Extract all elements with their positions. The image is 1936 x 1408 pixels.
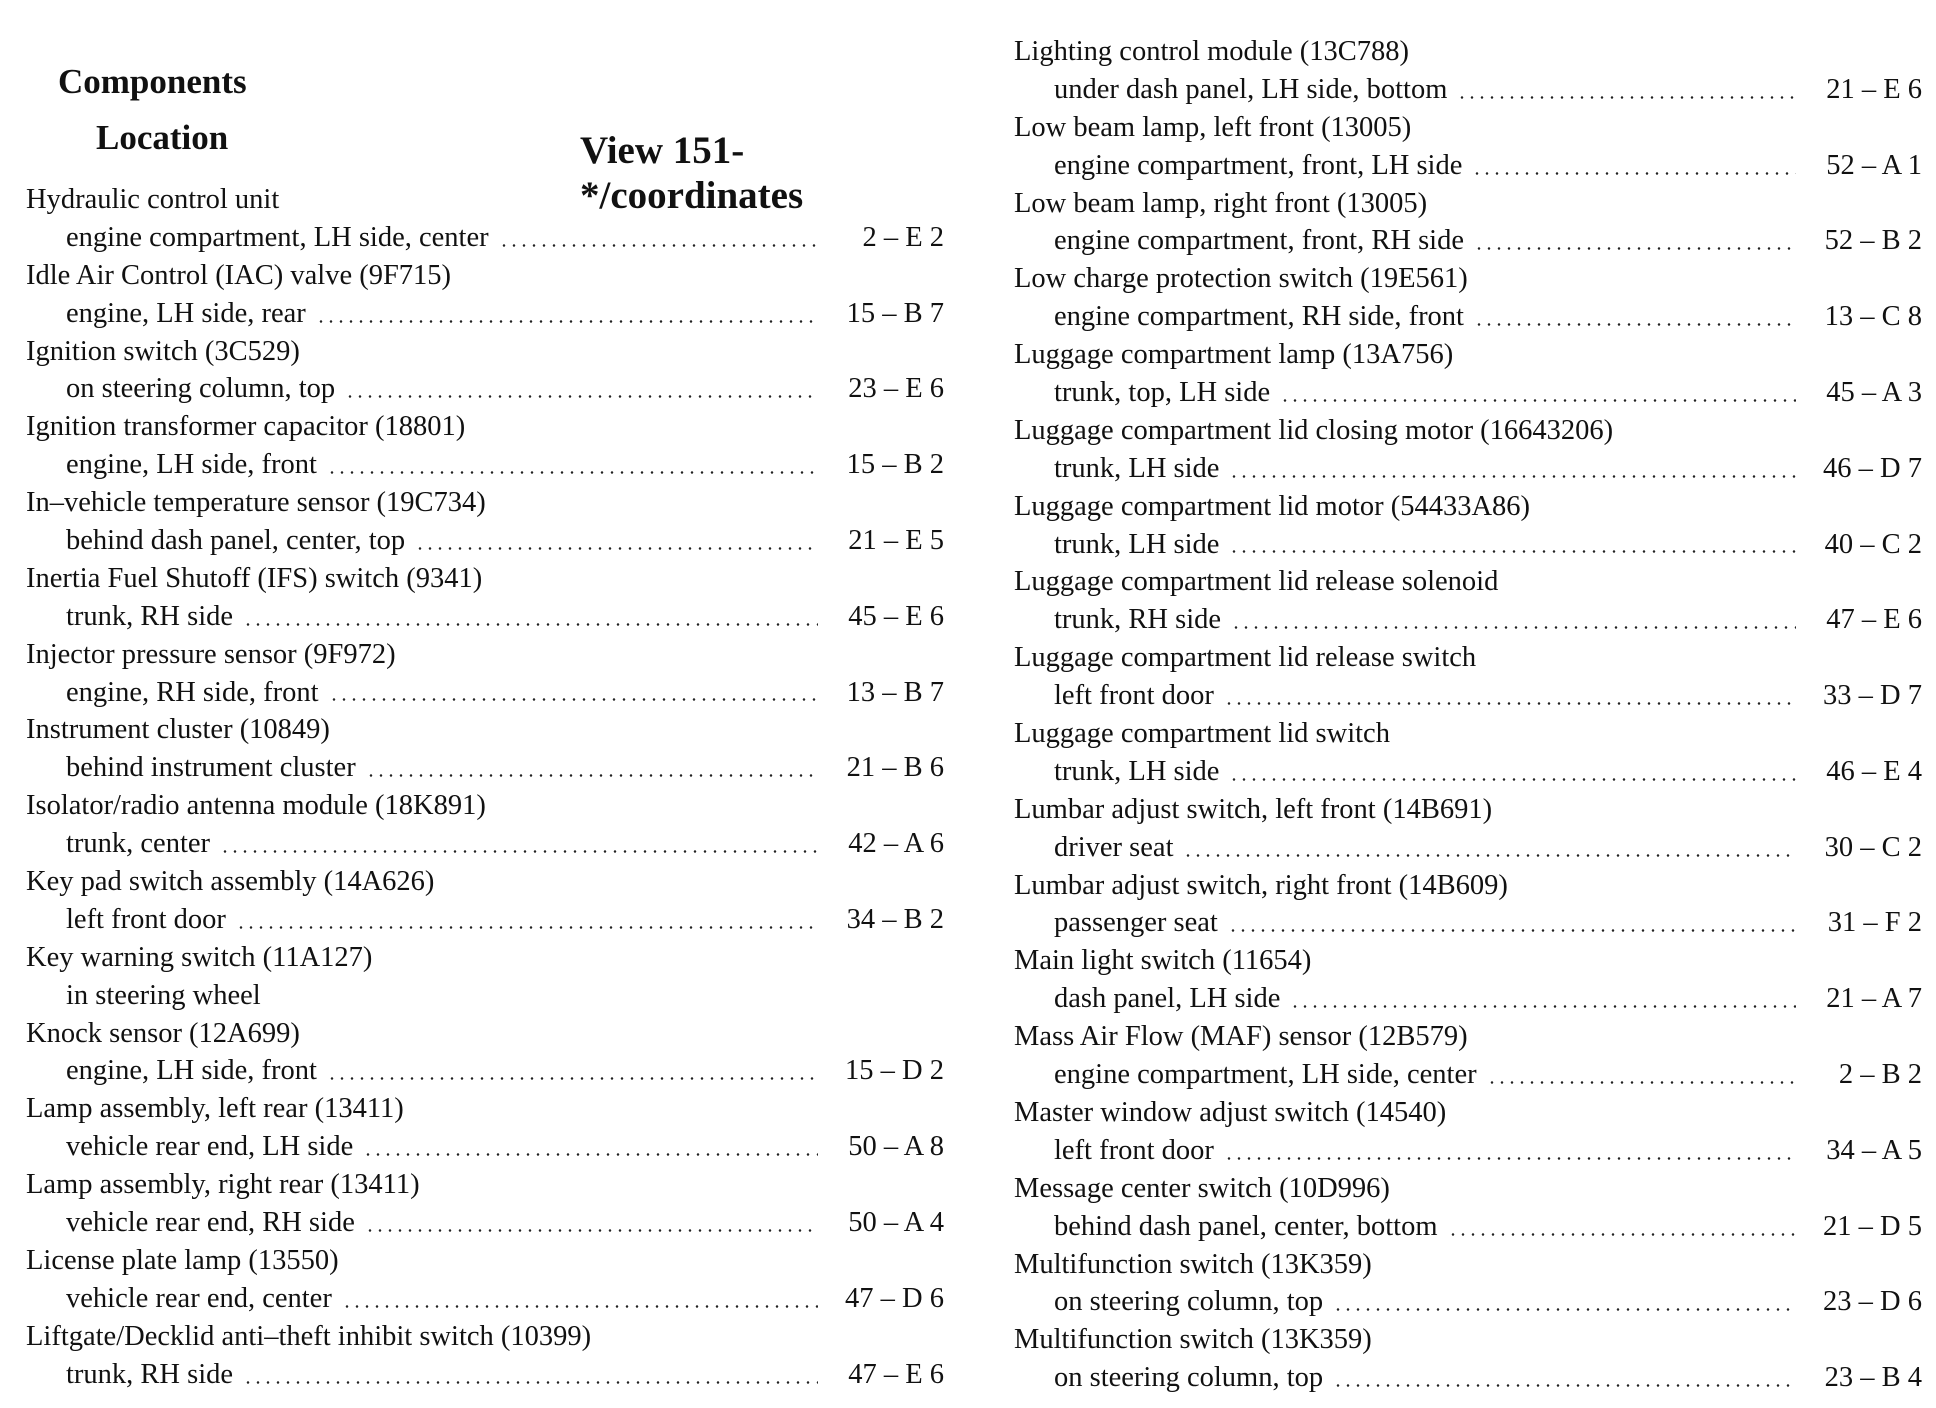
- component-name: Lumbar adjust switch, right front (14B609): [1014, 869, 1508, 901]
- location-line: [26, 1280, 944, 1318]
- component-name: Luggage compartment lamp (13A756): [1014, 339, 1454, 371]
- dot-leader: [1487, 1081, 1796, 1084]
- dot-leader: [342, 1305, 818, 1308]
- component-name: Lumbar adjust switch, left front (14B691): [1014, 793, 1493, 825]
- view-coordinate: 2 – E 2: [862, 221, 944, 253]
- view-coordinate: 50 – A 8: [848, 1131, 944, 1163]
- component-entry: [26, 1166, 944, 1242]
- dot-leader: [1224, 1157, 1796, 1160]
- view-coordinate: 23 – D 6: [1823, 1286, 1922, 1318]
- view-coordinate: 47 – E 6: [1826, 604, 1922, 636]
- section-title: Components: [58, 62, 247, 101]
- dot-leader: [1448, 1233, 1797, 1236]
- dot-leader: [1229, 550, 1796, 553]
- dot-leader: [345, 395, 818, 398]
- view-coordinate: 21 – E 5: [848, 525, 944, 556]
- component-entry: [26, 484, 944, 560]
- view-coordinate: 30 – C 2: [1824, 831, 1922, 863]
- component-name: Hydraulic control unit: [26, 184, 280, 215]
- dot-leader: [329, 698, 819, 701]
- dot-leader: [243, 1381, 818, 1384]
- component-entry: [1014, 412, 1922, 488]
- dot-leader: [1472, 172, 1796, 175]
- component-entry: [1014, 791, 1922, 867]
- component-entry: [1014, 336, 1922, 412]
- location-line: [26, 1204, 944, 1242]
- component-location: vehicle rear end, RH side: [66, 1207, 355, 1239]
- component-name: Low charge protection switch (19E561): [1014, 263, 1468, 295]
- view-coordinate: 23 – B 4: [1824, 1362, 1922, 1394]
- component-entry: [1014, 639, 1922, 715]
- view-coordinate: 45 – E 6: [848, 600, 944, 632]
- location-line: [1014, 526, 1922, 564]
- view-coordinate: 15 – B 2: [846, 449, 944, 481]
- location-line: [1014, 753, 1922, 791]
- component-name: Multifunction switch (13K359): [1014, 1324, 1372, 1356]
- location-line: [1014, 450, 1922, 488]
- component-entry: [1014, 563, 1922, 639]
- component-location: trunk, top, LH side: [1054, 377, 1271, 408]
- component-name: Master window adjust switch (14540): [1014, 1096, 1447, 1128]
- view-coordinate: 21 – D 5: [1823, 1210, 1922, 1242]
- component-name: Instrument cluster (10849): [26, 714, 330, 746]
- dot-leader: [1224, 702, 1796, 705]
- view-coordinate: 33 – D 7: [1823, 680, 1922, 712]
- component-name: Mass Air Flow (MAF) sensor (12B579): [1014, 1021, 1468, 1053]
- component-entry: [26, 333, 944, 409]
- component-location: engine compartment, LH side, center: [66, 221, 489, 253]
- location-line: [1014, 1208, 1922, 1246]
- location-line: [1014, 829, 1922, 867]
- component-name: Lamp assembly, left rear (13411): [26, 1093, 404, 1125]
- location-line: [26, 1128, 944, 1166]
- view-coordinate: 13 – B 7: [846, 676, 944, 708]
- component-name: Low beam lamp, right front (13005): [1014, 187, 1428, 219]
- component-name: Knock sensor (12A699): [26, 1017, 300, 1049]
- dot-leader: [1333, 1308, 1796, 1311]
- dot-leader: [365, 1229, 818, 1232]
- component-name: Low beam lamp, left front (13005): [1014, 111, 1412, 143]
- dot-leader: [236, 926, 818, 929]
- dot-leader: [271, 1002, 818, 1005]
- location-line: [1014, 1283, 1922, 1321]
- location-line: [26, 219, 944, 257]
- component-location: behind dash panel, center, top: [66, 525, 406, 556]
- location-line: [26, 825, 944, 863]
- component-location: behind dash panel, center, bottom: [1054, 1210, 1438, 1242]
- location-line: [26, 749, 944, 787]
- component-location: on steering column, top: [66, 373, 336, 405]
- component-entry: [26, 711, 944, 787]
- view-coordinate: 31 – F 2: [1827, 907, 1922, 939]
- component-name: Luggage compartment lid switch: [1014, 718, 1390, 750]
- component-location: engine, LH side, front: [66, 449, 317, 481]
- component-location: vehicle rear end, center: [66, 1282, 332, 1314]
- component-entry: [26, 1318, 944, 1394]
- component-name: Key warning switch (11A127): [26, 941, 373, 973]
- view-coordinate: 21 – E 6: [1826, 73, 1922, 105]
- component-location: left front door: [1054, 680, 1214, 712]
- view-coordinate: 34 – B 2: [846, 903, 944, 935]
- component-entry: [1014, 488, 1922, 564]
- component-name: Message center switch (10D996): [1014, 1172, 1390, 1204]
- location-line: [26, 446, 944, 484]
- component-location: engine compartment, front, LH side: [1054, 149, 1463, 181]
- dot-leader: [415, 547, 818, 550]
- component-entry: [26, 181, 944, 257]
- component-location: in steering wheel: [66, 979, 261, 1011]
- component-location: dash panel, LH side: [1054, 983, 1281, 1015]
- location-line: [1014, 222, 1922, 260]
- dot-leader: [1474, 247, 1796, 250]
- component-name: Liftgate/Decklid anti–theft inhibit switch (10399): [26, 1320, 592, 1352]
- component-location: trunk, center: [66, 828, 211, 860]
- view-coordinate: 34 – A 5: [1826, 1134, 1922, 1166]
- component-entry: [26, 1090, 944, 1166]
- location-line: [1014, 374, 1922, 412]
- component-entry: [26, 636, 944, 712]
- component-entry: [26, 939, 944, 1015]
- location-line: [26, 370, 944, 408]
- left-entry-list: [26, 181, 944, 1394]
- component-entry: [1014, 1094, 1922, 1170]
- dot-leader: [1457, 96, 1796, 99]
- dot-leader: [243, 623, 818, 626]
- view-coordinate: 46 – D 7: [1823, 452, 1922, 484]
- location-line: [1014, 1132, 1922, 1170]
- component-name: Idle Air Control (IAC) valve (9F715): [26, 259, 452, 291]
- location-line: [26, 977, 944, 1015]
- component-entry: [1014, 260, 1922, 336]
- dot-leader: [1229, 475, 1796, 478]
- component-location: vehicle rear end, LH side: [66, 1131, 354, 1163]
- component-name: Inertia Fuel Shutoff (IFS) switch (9341): [26, 562, 483, 594]
- location-line: [1014, 147, 1922, 185]
- component-name: License plate lamp (13550): [26, 1244, 339, 1276]
- location-line: [1014, 601, 1922, 639]
- dot-leader: [363, 1153, 818, 1156]
- component-location: trunk, RH side: [66, 600, 234, 632]
- component-name: Key pad switch assembly (14A626): [26, 866, 435, 898]
- dot-leader: [366, 774, 818, 777]
- component-location: on steering column, top: [1054, 1362, 1324, 1394]
- right-entry-list: [1014, 33, 1922, 1397]
- component-entry: [1014, 109, 1922, 185]
- location-line: [26, 522, 944, 560]
- component-entry: [26, 408, 944, 484]
- dot-leader: [1228, 929, 1796, 932]
- component-name: Luggage compartment lid release solenoid: [1014, 566, 1499, 598]
- view-coordinate: 46 – E 4: [1826, 755, 1922, 787]
- component-entry: [26, 560, 944, 636]
- component-entry: [26, 787, 944, 863]
- component-name: In–vehicle temperature sensor (19C734): [26, 487, 486, 519]
- component-location: engine, LH side, rear: [66, 297, 306, 329]
- dot-leader: [1333, 1384, 1796, 1387]
- component-location: engine compartment, front, RH side: [1054, 225, 1464, 257]
- component-location: engine compartment, LH side, center: [1054, 1059, 1477, 1091]
- dot-leader: [316, 320, 818, 323]
- component-name: Lamp assembly, right rear (13411): [26, 1169, 420, 1201]
- component-location: trunk, LH side: [1054, 755, 1220, 787]
- view-coordinate: 42 – A 6: [848, 828, 944, 860]
- component-location: on steering column, top: [1054, 1286, 1324, 1318]
- component-name: Ignition switch (3C529): [26, 335, 300, 367]
- component-entry: [1014, 1321, 1922, 1397]
- component-name: Injector pressure sensor (9F972): [26, 638, 396, 670]
- location-line: [26, 901, 944, 939]
- dot-leader: [1183, 854, 1796, 857]
- component-location: passenger seat: [1054, 907, 1218, 939]
- dot-leader: [499, 244, 818, 247]
- component-entry: [1014, 715, 1922, 791]
- component-entry: [1014, 1170, 1922, 1246]
- view-coordinate: 47 – E 6: [848, 1358, 944, 1390]
- location-line: [1014, 1056, 1922, 1094]
- location-line: [1014, 904, 1922, 942]
- component-name: Main light switch (11654): [1014, 945, 1312, 977]
- component-location: trunk, RH side: [1054, 604, 1222, 636]
- view-coordinate: 13 – C 8: [1824, 301, 1922, 333]
- component-entry: [26, 257, 944, 333]
- component-entry: [1014, 33, 1922, 109]
- view-coordinate: 50 – A 4: [848, 1207, 944, 1239]
- view-coordinates-column-header: View 151-*/coordinates: [580, 129, 804, 217]
- component-entry: [1014, 1246, 1922, 1322]
- component-location: trunk, LH side: [1054, 452, 1220, 484]
- view-coordinate: 52 – A 1: [1826, 149, 1922, 181]
- component-entry: [1014, 1018, 1922, 1094]
- view-coordinate: 15 – B 7: [846, 297, 944, 329]
- component-entry: [26, 1015, 944, 1091]
- component-name: Ignition transformer capacitor (18801): [26, 411, 466, 443]
- view-coordinate: 2 – B 2: [1838, 1059, 1922, 1091]
- view-coordinate: 23 – E 6: [848, 373, 944, 405]
- component-name: Isolator/radio antenna module (18K891): [26, 790, 486, 822]
- component-location: left front door: [66, 903, 226, 935]
- view-coordinate: 21 – B 6: [846, 752, 944, 784]
- location-line: [1014, 71, 1922, 109]
- dot-leader: [1280, 399, 1796, 402]
- view-coordinate: 45 – A 3: [1826, 377, 1922, 408]
- component-entry: [1014, 867, 1922, 943]
- dot-leader: [220, 850, 818, 853]
- dot-leader: [1231, 626, 1796, 629]
- component-entry: [1014, 942, 1922, 1018]
- location-line: [26, 1356, 944, 1394]
- component-name: Multifunction switch (13K359): [1014, 1248, 1372, 1280]
- component-location: behind instrument cluster: [66, 752, 356, 784]
- location-line: [26, 674, 944, 712]
- component-location: under dash panel, LH side, bottom: [1054, 73, 1448, 105]
- location-line: [26, 598, 944, 636]
- location-line: [1014, 1359, 1922, 1397]
- location-line: [1014, 980, 1922, 1018]
- location-line: [1014, 298, 1922, 336]
- component-location: trunk, LH side: [1054, 528, 1220, 560]
- component-location: engine, LH side, front: [66, 1055, 317, 1087]
- component-location: left front door: [1054, 1134, 1214, 1166]
- component-location: driver seat: [1054, 831, 1174, 863]
- view-coordinate: 52 – B 2: [1824, 225, 1922, 257]
- view-coordinate: 40 – C 2: [1824, 528, 1922, 560]
- component-entry: [26, 1242, 944, 1318]
- component-location: engine, RH side, front: [66, 676, 319, 708]
- location-column-header: Location: [96, 118, 229, 157]
- dot-leader: [327, 471, 818, 474]
- view-coordinate: 47 – D 6: [845, 1282, 944, 1314]
- view-coordinate: 21 – A 7: [1826, 983, 1922, 1015]
- location-line: [1014, 677, 1922, 715]
- dot-leader: [1290, 1005, 1796, 1008]
- component-entry: [1014, 185, 1922, 261]
- component-name: Luggage compartment lid release switch: [1014, 642, 1477, 674]
- view-coordinate: 15 – D 2: [845, 1055, 944, 1087]
- component-location: engine compartment, RH side, front: [1054, 301, 1464, 333]
- dot-leader: [1474, 323, 1796, 326]
- component-name: Luggage compartment lid motor (54433A86): [1014, 490, 1531, 522]
- location-line: [26, 1052, 944, 1090]
- dot-leader: [1229, 778, 1796, 781]
- location-line: [26, 295, 944, 333]
- component-entry: [26, 863, 944, 939]
- component-name: Luggage compartment lid closing motor (16643206): [1014, 414, 1614, 446]
- dot-leader: [327, 1077, 818, 1080]
- component-location: trunk, RH side: [66, 1358, 234, 1390]
- component-name: Lighting control module (13C788): [1014, 36, 1409, 67]
